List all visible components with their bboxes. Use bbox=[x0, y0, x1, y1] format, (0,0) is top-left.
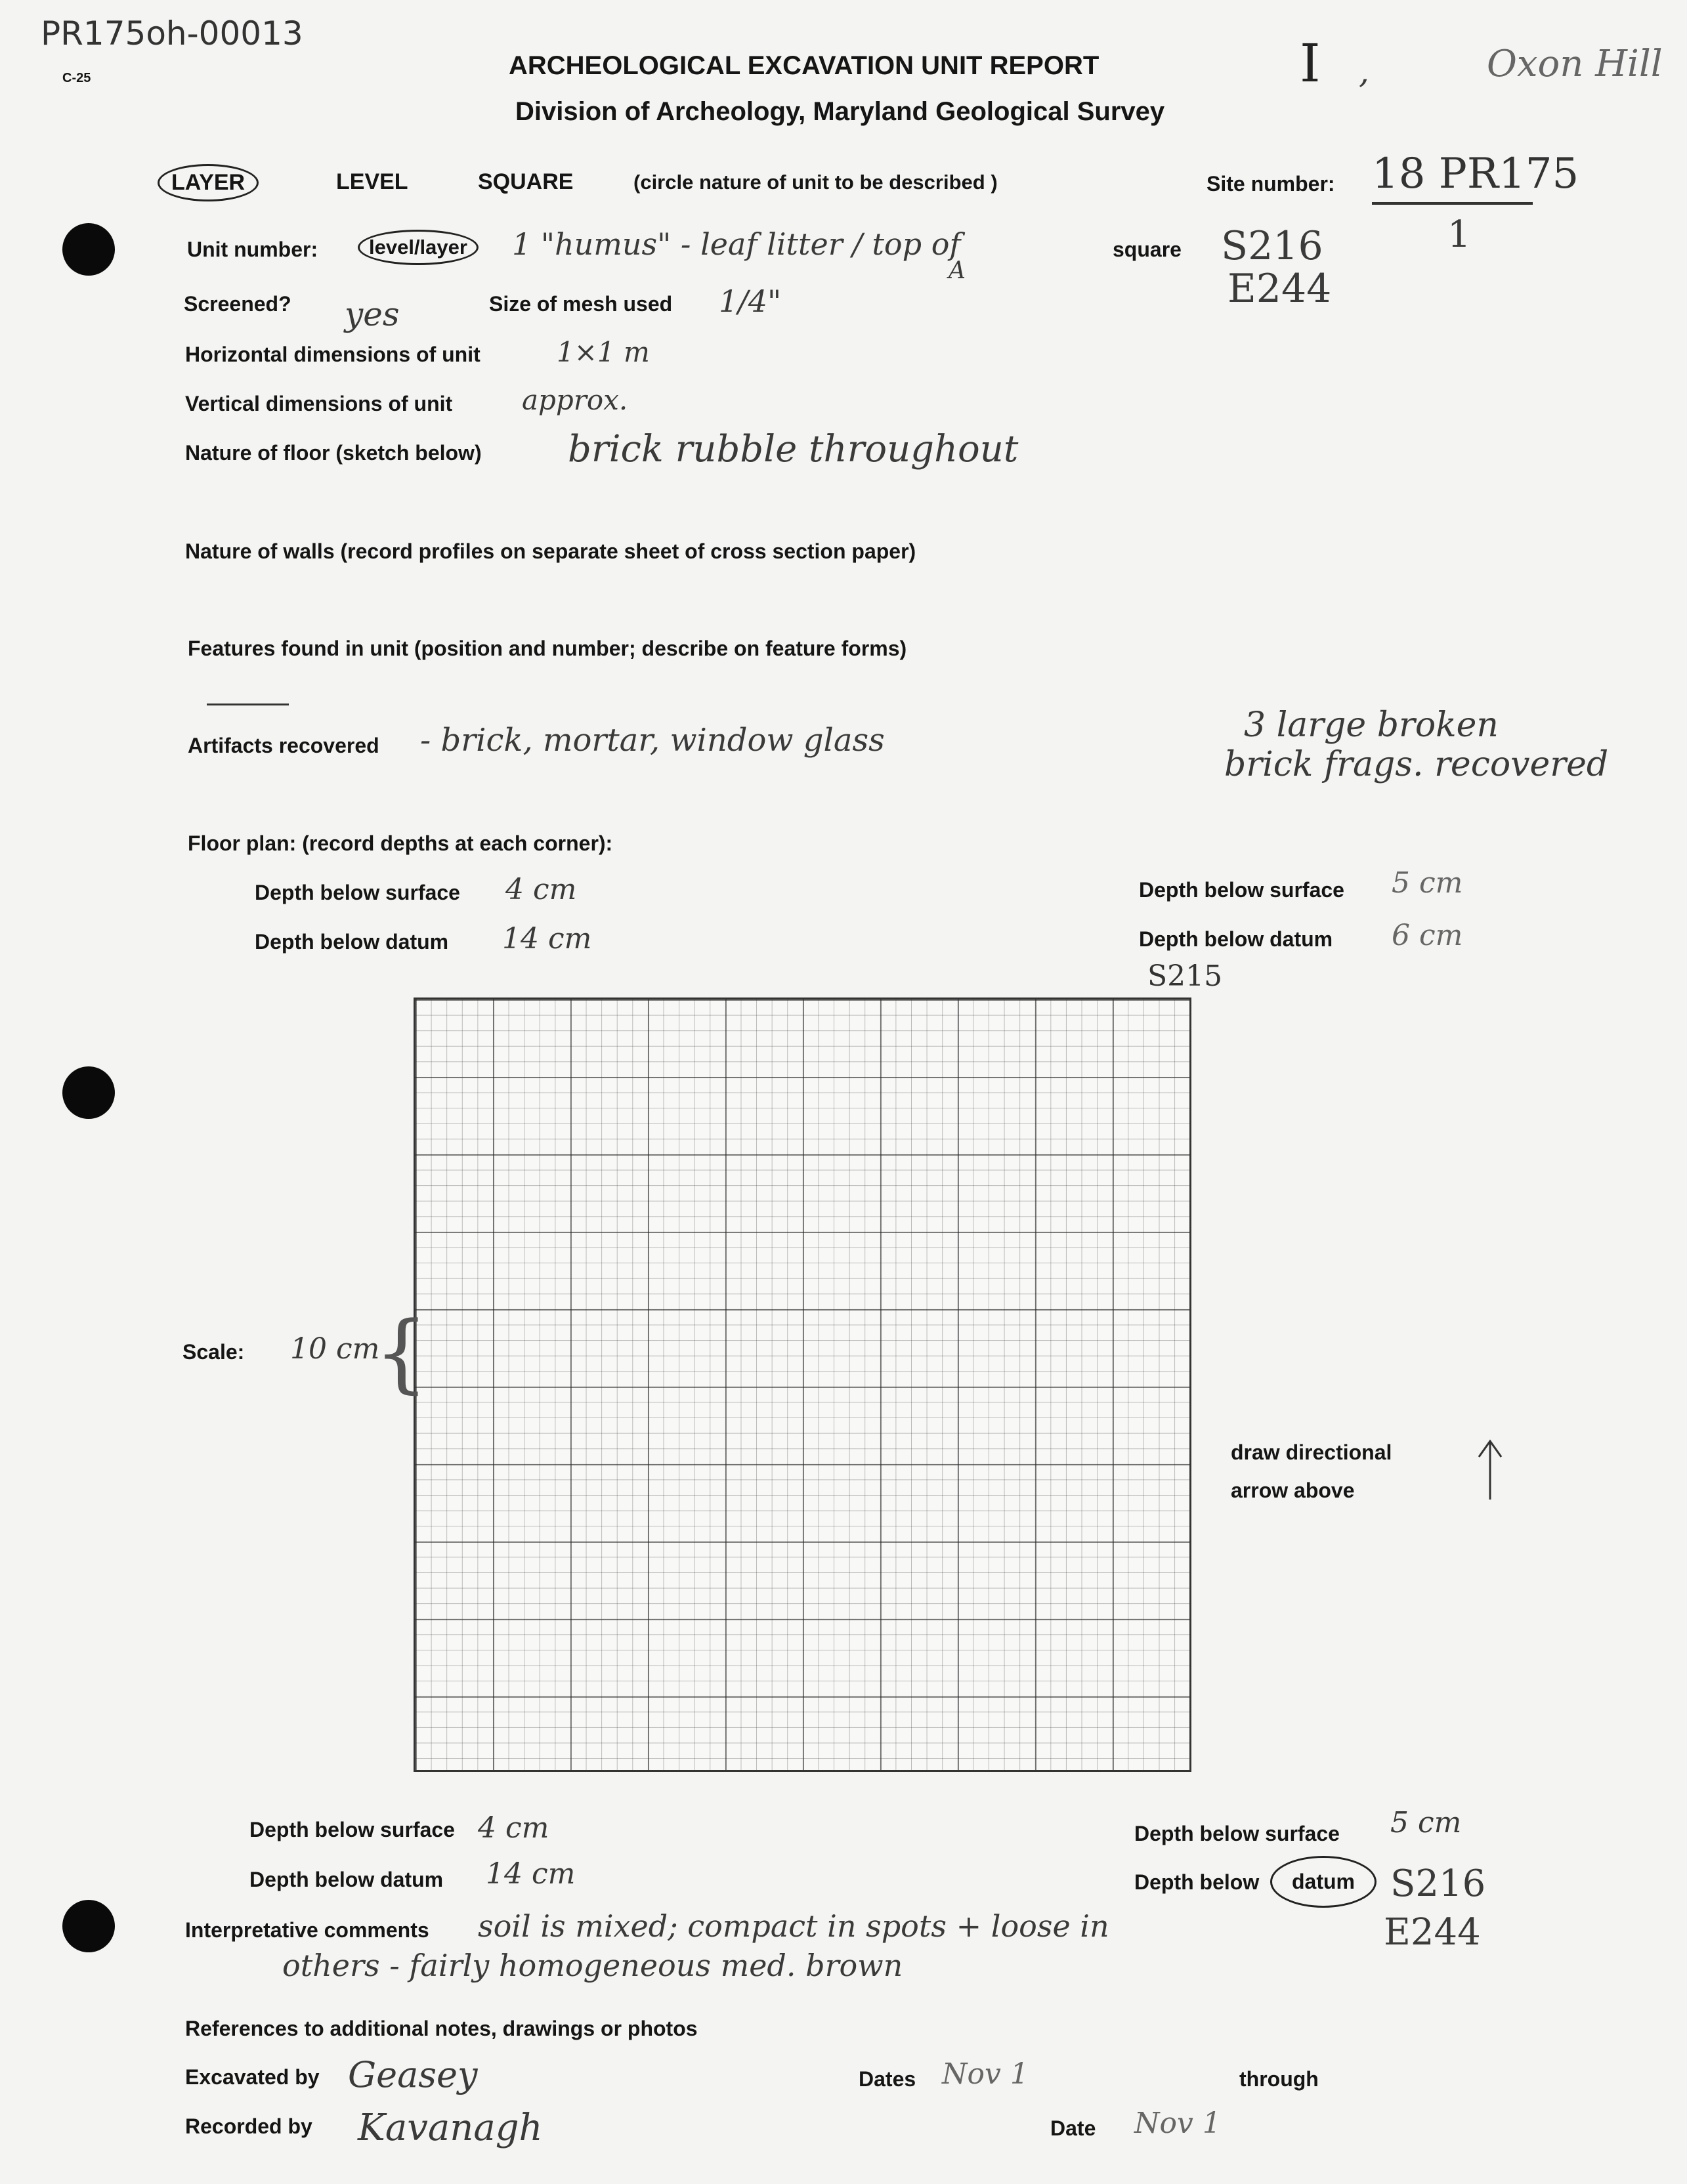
scale-label: Scale: bbox=[182, 1340, 245, 1364]
roman-numeral: I bbox=[1300, 33, 1321, 94]
comments-value-line2[interactable]: others - fairly homogeneous med. brown bbox=[282, 1948, 903, 1983]
tr-depth-datum-value[interactable]: 6 cm bbox=[1392, 919, 1463, 952]
br-depth-surface-value[interactable]: 5 cm bbox=[1390, 1806, 1462, 1839]
excavated-by-value[interactable]: Geasey bbox=[348, 2054, 478, 2095]
features-dash bbox=[207, 704, 289, 705]
br-coord-s[interactable]: S216 bbox=[1390, 1862, 1486, 1905]
references-label: References to additional notes, drawings or photos bbox=[185, 2017, 698, 2040]
recorded-by-value[interactable]: Kavanagh bbox=[358, 2107, 543, 2149]
unit-number-label: Unit number: bbox=[187, 238, 318, 261]
site-number-label: Site number: bbox=[1207, 172, 1335, 196]
square-s-value[interactable]: S216 bbox=[1221, 223, 1323, 269]
form-title: ARCHEOLOGICAL EXCAVATION UNIT REPORT bbox=[509, 51, 1100, 80]
screened-label: Screened? bbox=[184, 292, 291, 316]
comments-label: Interpretative comments bbox=[185, 1918, 429, 1942]
artifacts-value[interactable]: - brick, mortar, window glass bbox=[420, 722, 885, 759]
through-label: through bbox=[1239, 2067, 1319, 2091]
tl-depth-surface-label: Depth below surface bbox=[255, 881, 460, 904]
bl-depth-datum-label: Depth below datum bbox=[249, 1868, 444, 1891]
bl-depth-surface-value[interactable]: 4 cm bbox=[478, 1811, 549, 1845]
unit-type-instruction: (circle nature of unit to be described ) bbox=[633, 171, 998, 194]
features-label: Features found in unit (position and number; describe on feature forms) bbox=[188, 637, 907, 660]
recorded-by-label: Recorded by bbox=[185, 2114, 312, 2138]
br-depth-surface-label: Depth below surface bbox=[1134, 1822, 1340, 1845]
horizontal-dimensions-label: Horizontal dimensions of unit bbox=[185, 343, 480, 366]
document-id: PR175oh-00013 bbox=[41, 14, 303, 52]
square-label: square bbox=[1113, 238, 1182, 261]
binder-hole-bottom bbox=[62, 1900, 115, 1952]
unit-type-square[interactable]: SQUARE bbox=[478, 169, 574, 194]
unit-level-layer[interactable]: level/layer bbox=[358, 230, 479, 265]
br-datum-word-circled: datum bbox=[1270, 1856, 1377, 1908]
artifacts-note-line1: 3 large broken bbox=[1244, 705, 1499, 745]
site-name-handwritten: Oxon Hill bbox=[1487, 43, 1663, 85]
nature-of-floor-value[interactable]: brick rubble throughout bbox=[568, 428, 1019, 471]
comments-value-line1[interactable]: soil is mixed; compact in spots + loose in bbox=[478, 1908, 1109, 1944]
binder-hole-top bbox=[62, 223, 115, 276]
unit-type-level[interactable]: LEVEL bbox=[336, 169, 408, 194]
br-coord-e[interactable]: E244 bbox=[1384, 1911, 1481, 1954]
nature-of-floor-label: Nature of floor (sketch below) bbox=[185, 441, 482, 465]
artifacts-note-line2: brick frags. recovered bbox=[1224, 745, 1609, 784]
date-label: Date bbox=[1050, 2116, 1096, 2140]
tr-depth-surface-value[interactable]: 5 cm bbox=[1392, 866, 1463, 900]
form-subtitle: Division of Archeology, Maryland Geological Survey bbox=[515, 97, 1165, 126]
vertical-dimensions-value[interactable]: approx. bbox=[522, 384, 628, 416]
artifacts-label: Artifacts recovered bbox=[188, 734, 379, 757]
form-code: C-25 bbox=[62, 71, 91, 85]
unit-type-layer[interactable]: LAYER bbox=[158, 164, 259, 201]
vertical-dimensions-label: Vertical dimensions of unit bbox=[185, 392, 453, 415]
tl-depth-surface-value[interactable]: 4 cm bbox=[505, 873, 577, 906]
unit-number-value[interactable]: 1 "humus" - leaf litter / top of bbox=[512, 226, 961, 262]
excavated-by-label: Excavated by bbox=[185, 2065, 320, 2089]
site-number-underline bbox=[1372, 202, 1533, 205]
directional-line2: arrow above bbox=[1231, 1479, 1355, 1502]
screened-value[interactable]: yes bbox=[345, 295, 400, 333]
binder-hole-middle bbox=[62, 1066, 115, 1119]
floor-plan-grid[interactable] bbox=[414, 998, 1191, 1772]
dates-value[interactable]: Nov 1 bbox=[942, 2057, 1029, 2091]
corner-label-s215: S215 bbox=[1147, 959, 1223, 993]
bl-depth-surface-label: Depth below surface bbox=[249, 1818, 455, 1841]
nature-of-walls-label: Nature of walls (record profiles on separate sheet of cross section paper) bbox=[185, 539, 916, 563]
scale-value: 10 cm bbox=[290, 1332, 380, 1366]
square-e-value[interactable]: E244 bbox=[1228, 266, 1332, 312]
directional-line1: draw directional bbox=[1231, 1440, 1392, 1464]
dates-label: Dates bbox=[859, 2067, 916, 2091]
scale-brace: { bbox=[374, 1303, 429, 1402]
handwritten-comma: , bbox=[1359, 52, 1369, 91]
tr-depth-surface-label: Depth below surface bbox=[1139, 878, 1344, 902]
horizontal-dimensions-value[interactable]: 1×1 m bbox=[557, 336, 650, 368]
tl-depth-datum-label: Depth below datum bbox=[255, 930, 449, 954]
site-number-sub: 1 bbox=[1447, 213, 1471, 256]
br-depth-datum-label: Depth below bbox=[1134, 1870, 1260, 1894]
mesh-size-value[interactable]: 1/4" bbox=[719, 284, 782, 319]
north-arrow-icon bbox=[1474, 1437, 1506, 1503]
date-value[interactable]: Nov 1 bbox=[1134, 2107, 1221, 2140]
site-number-value[interactable]: 18 PR175 bbox=[1372, 150, 1579, 198]
mesh-size-label: Size of mesh used bbox=[489, 292, 673, 316]
floor-plan-label: Floor plan: (record depths at each corner): bbox=[188, 831, 613, 855]
unit-number-value-sub: A bbox=[949, 257, 966, 284]
bl-depth-datum-value[interactable]: 14 cm bbox=[486, 1857, 576, 1891]
tr-depth-datum-label: Depth below datum bbox=[1139, 927, 1333, 951]
tl-depth-datum-value[interactable]: 14 cm bbox=[502, 922, 592, 956]
